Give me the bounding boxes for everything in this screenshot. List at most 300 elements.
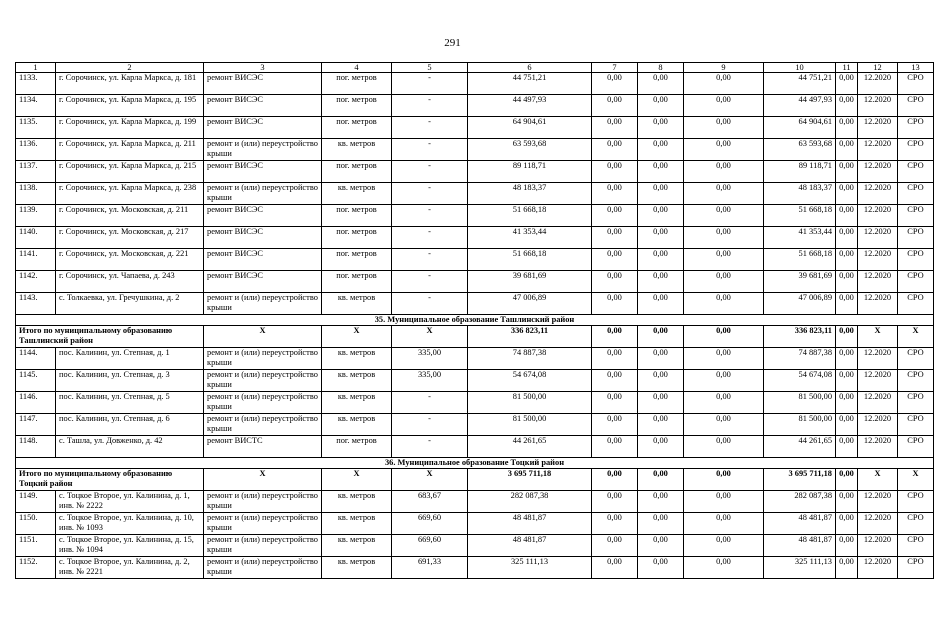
deadline: 12.2020 — [858, 392, 898, 414]
cost-c11: 0,00 — [836, 557, 858, 579]
cost-c8: 0,00 — [638, 414, 684, 436]
cost-total: 51 668,18 — [468, 205, 592, 227]
total-c7: 0,00 — [592, 326, 638, 348]
method: СРО — [898, 392, 934, 414]
column-header: 2 — [56, 63, 204, 73]
cost-c10: 282 087,38 — [764, 491, 836, 513]
deadline: 12.2020 — [858, 95, 898, 117]
work-type: ремонт и (или) переустройство крыши — [204, 183, 322, 205]
deadline: 12.2020 — [858, 227, 898, 249]
table-row — [16, 414, 934, 436]
total-c8: 0,00 — [638, 326, 684, 348]
section-header — [16, 315, 934, 326]
deadline: 12.2020 — [858, 348, 898, 370]
unit: кв. метров — [322, 370, 392, 392]
column-header: 3 — [204, 63, 322, 73]
cost-c9: 0,00 — [684, 293, 764, 315]
work-type: ремонт и (или) переустройство крыши — [204, 370, 322, 392]
unit: пог. метров — [322, 161, 392, 183]
quantity: 669,60 — [392, 513, 468, 535]
work-type: ремонт ВИСЭС — [204, 205, 322, 227]
total-c4: X — [322, 326, 392, 348]
cost-c7: 0,00 — [592, 513, 638, 535]
cost-c8: 0,00 — [638, 557, 684, 579]
address: пос. Калинин, ул. Степная, д. 5 — [56, 392, 204, 414]
address: г. Сорочинск, ул. Карла Маркса, д. 215 — [56, 161, 204, 183]
address: с. Ташла, ул. Довженко, д. 42 — [56, 436, 204, 458]
row-number: 1140. — [16, 227, 56, 249]
total-c12: X — [858, 326, 898, 348]
address: с. Тоцкое Второе, ул. Калинина, д. 1, инв. № 2222 — [56, 491, 204, 513]
work-type: ремонт ВИСЭС — [204, 249, 322, 271]
section-header — [16, 458, 934, 469]
cost-c7: 0,00 — [592, 73, 638, 95]
cost-c9: 0,00 — [684, 491, 764, 513]
work-type: ремонт и (или) переустройство крыши — [204, 557, 322, 579]
quantity: 335,00 — [392, 370, 468, 392]
cost-c11: 0,00 — [836, 249, 858, 271]
table-row — [16, 161, 934, 183]
table-row — [16, 370, 934, 392]
column-header: 8 — [638, 63, 684, 73]
cost-c8: 0,00 — [638, 392, 684, 414]
cost-c9: 0,00 — [684, 205, 764, 227]
row-number: 1137. — [16, 161, 56, 183]
page-number: 291 — [444, 37, 461, 49]
address: г. Сорочинск, ул. Московская, д. 211 — [56, 205, 204, 227]
cost-c11: 0,00 — [836, 414, 858, 436]
address: г. Сорочинск, ул. Карла Маркса, д. 211 — [56, 139, 204, 161]
cost-c11: 0,00 — [836, 183, 858, 205]
row-number: 1145. — [16, 370, 56, 392]
address: г. Сорочинск, ул. Карла Маркса, д. 181 — [56, 73, 204, 95]
cost-c11: 0,00 — [836, 139, 858, 161]
cost-c11: 0,00 — [836, 227, 858, 249]
cost-total: 39 681,69 — [468, 271, 592, 293]
cost-c10: 44 751,21 — [764, 73, 836, 95]
column-header: 12 — [858, 63, 898, 73]
address: г. Сорочинск, ул. Карла Маркса, д. 238 — [56, 183, 204, 205]
cost-c10: 51 668,18 — [764, 249, 836, 271]
unit: пог. метров — [322, 117, 392, 139]
method: СРО — [898, 491, 934, 513]
work-type: ремонт ВИСЭС — [204, 117, 322, 139]
cost-total: 54 674,08 — [468, 370, 592, 392]
cost-c9: 0,00 — [684, 370, 764, 392]
table-row — [16, 73, 934, 95]
table-row — [16, 95, 934, 117]
total-c11: 0,00 — [836, 326, 858, 348]
column-number-header — [16, 63, 934, 73]
row-number: 1138. — [16, 183, 56, 205]
row-number: 1146. — [16, 392, 56, 414]
cost-c10: 48 481,87 — [764, 513, 836, 535]
row-number: 1147. — [16, 414, 56, 436]
quantity: - — [392, 139, 468, 161]
method: СРО — [898, 161, 934, 183]
total-c5: X — [392, 469, 468, 491]
cost-c9: 0,00 — [684, 535, 764, 557]
work-type: ремонт ВИСЭС — [204, 227, 322, 249]
row-number: 1136. — [16, 139, 56, 161]
cost-c9: 0,00 — [684, 73, 764, 95]
work-type: ремонт ВИСТС — [204, 436, 322, 458]
deadline: 12.2020 — [858, 557, 898, 579]
cost-c10: 44 497,93 — [764, 95, 836, 117]
cost-c8: 0,00 — [638, 227, 684, 249]
cost-c11: 0,00 — [836, 348, 858, 370]
unit: кв. метров — [322, 183, 392, 205]
quantity: - — [392, 183, 468, 205]
row-number: 1150. — [16, 513, 56, 535]
total-label: Итого по муниципальному образованию Ташлинский район — [16, 326, 204, 348]
cost-c9: 0,00 — [684, 348, 764, 370]
quantity: - — [392, 293, 468, 315]
deadline: 12.2020 — [858, 271, 898, 293]
work-type: ремонт и (или) переустройство крыши — [204, 139, 322, 161]
total-c6: 336 823,11 — [468, 326, 592, 348]
address: г. Сорочинск, ул. Карла Маркса, д. 199 — [56, 117, 204, 139]
capital-repair-table — [15, 62, 934, 579]
table-row — [16, 227, 934, 249]
unit: пог. метров — [322, 95, 392, 117]
cost-c8: 0,00 — [638, 139, 684, 161]
deadline: 12.2020 — [858, 491, 898, 513]
cost-c8: 0,00 — [638, 95, 684, 117]
quantity: - — [392, 227, 468, 249]
total-c4: X — [322, 469, 392, 491]
method: СРО — [898, 557, 934, 579]
cost-c10: 48 481,87 — [764, 535, 836, 557]
deadline: 12.2020 — [858, 139, 898, 161]
work-type: ремонт ВИСЭС — [204, 271, 322, 293]
cost-c10: 64 904,61 — [764, 117, 836, 139]
cost-c7: 0,00 — [592, 117, 638, 139]
cost-c10: 325 111,13 — [764, 557, 836, 579]
cost-c7: 0,00 — [592, 95, 638, 117]
cost-c7: 0,00 — [592, 205, 638, 227]
cost-total: 282 087,38 — [468, 491, 592, 513]
column-header: 6 — [468, 63, 592, 73]
work-type: ремонт и (или) переустройство крыши — [204, 348, 322, 370]
cost-total: 47 006,89 — [468, 293, 592, 315]
table-row — [16, 513, 934, 535]
unit: пог. метров — [322, 436, 392, 458]
deadline: 12.2020 — [858, 436, 898, 458]
total-c10: 3 695 711,18 — [764, 469, 836, 491]
cost-c10: 39 681,69 — [764, 271, 836, 293]
total-label: Итого по муниципальному образованию Тоцкий район — [16, 469, 204, 491]
column-header: 4 — [322, 63, 392, 73]
work-type: ремонт и (или) переустройство крыши — [204, 293, 322, 315]
total-row — [16, 326, 934, 348]
quantity: - — [392, 436, 468, 458]
cost-c10: 47 006,89 — [764, 293, 836, 315]
cost-c8: 0,00 — [638, 293, 684, 315]
row-number: 1149. — [16, 491, 56, 513]
row-number: 1133. — [16, 73, 56, 95]
cost-total: 64 904,61 — [468, 117, 592, 139]
unit: пог. метров — [322, 271, 392, 293]
work-type: ремонт и (или) переустройство крыши — [204, 513, 322, 535]
deadline: 12.2020 — [858, 161, 898, 183]
cost-c7: 0,00 — [592, 139, 638, 161]
method: СРО — [898, 513, 934, 535]
table-row — [16, 271, 934, 293]
cost-total: 48 183,37 — [468, 183, 592, 205]
quantity: - — [392, 73, 468, 95]
total-c5: X — [392, 326, 468, 348]
cost-c10: 74 887,38 — [764, 348, 836, 370]
address: пос. Калинин, ул. Степная, д. 3 — [56, 370, 204, 392]
cost-c7: 0,00 — [592, 370, 638, 392]
cost-c9: 0,00 — [684, 557, 764, 579]
cost-c8: 0,00 — [638, 161, 684, 183]
address: г. Сорочинск, ул. Карла Маркса, д. 195 — [56, 95, 204, 117]
cost-c8: 0,00 — [638, 513, 684, 535]
row-number: 1142. — [16, 271, 56, 293]
cost-c11: 0,00 — [836, 95, 858, 117]
method: СРО — [898, 436, 934, 458]
cost-c7: 0,00 — [592, 392, 638, 414]
cost-c11: 0,00 — [836, 436, 858, 458]
cost-c7: 0,00 — [592, 436, 638, 458]
table-row — [16, 392, 934, 414]
deadline: 12.2020 — [858, 535, 898, 557]
table-row — [16, 183, 934, 205]
cost-c7: 0,00 — [592, 535, 638, 557]
row-number: 1135. — [16, 117, 56, 139]
unit: кв. метров — [322, 557, 392, 579]
method: СРО — [898, 370, 934, 392]
cost-c7: 0,00 — [592, 227, 638, 249]
cost-c7: 0,00 — [592, 161, 638, 183]
address: с. Тоцкое Второе, ул. Калинина, д. 2, инв. № 2221 — [56, 557, 204, 579]
cost-c9: 0,00 — [684, 227, 764, 249]
quantity: - — [392, 271, 468, 293]
cost-c9: 0,00 — [684, 183, 764, 205]
method: СРО — [898, 227, 934, 249]
table-row — [16, 249, 934, 271]
work-type: ремонт ВИСЭС — [204, 73, 322, 95]
cost-total: 325 111,13 — [468, 557, 592, 579]
cost-c10: 89 118,71 — [764, 161, 836, 183]
quantity: - — [392, 95, 468, 117]
work-type: ремонт и (или) переустройство крыши — [204, 414, 322, 436]
total-c10: 336 823,11 — [764, 326, 836, 348]
cost-c7: 0,00 — [592, 557, 638, 579]
cost-c8: 0,00 — [638, 535, 684, 557]
section-title: 36. Муниципальное образование Тоцкий район — [16, 458, 934, 469]
cost-c9: 0,00 — [684, 117, 764, 139]
method: СРО — [898, 293, 934, 315]
table-row — [16, 205, 934, 227]
table-row — [16, 535, 934, 557]
quantity: - — [392, 117, 468, 139]
deadline: 12.2020 — [858, 183, 898, 205]
cost-c11: 0,00 — [836, 117, 858, 139]
method: СРО — [898, 205, 934, 227]
cost-c8: 0,00 — [638, 370, 684, 392]
cost-total: 81 500,00 — [468, 414, 592, 436]
row-number: 1148. — [16, 436, 56, 458]
row-number: 1143. — [16, 293, 56, 315]
method: СРО — [898, 348, 934, 370]
cost-c9: 0,00 — [684, 139, 764, 161]
cost-c11: 0,00 — [836, 491, 858, 513]
total-c3: X — [204, 326, 322, 348]
table-row — [16, 293, 934, 315]
cost-total: 48 481,87 — [468, 513, 592, 535]
cost-total: 41 353,44 — [468, 227, 592, 249]
cost-c8: 0,00 — [638, 348, 684, 370]
total-c12: X — [858, 469, 898, 491]
table-row — [16, 557, 934, 579]
unit: пог. метров — [322, 73, 392, 95]
total-c9: 0,00 — [684, 326, 764, 348]
table-body — [16, 63, 934, 579]
cost-c10: 44 261,65 — [764, 436, 836, 458]
address: пос. Калинин, ул. Степная, д. 6 — [56, 414, 204, 436]
row-number: 1141. — [16, 249, 56, 271]
quantity: - — [392, 414, 468, 436]
cost-c7: 0,00 — [592, 271, 638, 293]
cost-c7: 0,00 — [592, 249, 638, 271]
cost-c11: 0,00 — [836, 161, 858, 183]
cost-c10: 81 500,00 — [764, 392, 836, 414]
total-c3: X — [204, 469, 322, 491]
cost-c9: 0,00 — [684, 513, 764, 535]
column-header: 1 — [16, 63, 56, 73]
cost-c7: 0,00 — [592, 414, 638, 436]
cost-c10: 41 353,44 — [764, 227, 836, 249]
quantity: - — [392, 205, 468, 227]
cost-c8: 0,00 — [638, 249, 684, 271]
address: с. Тоцкое Второе, ул. Калинина, д. 15, инв. № 1094 — [56, 535, 204, 557]
method: СРО — [898, 95, 934, 117]
total-row — [16, 469, 934, 491]
quantity: - — [392, 249, 468, 271]
deadline: 12.2020 — [858, 73, 898, 95]
cost-c11: 0,00 — [836, 73, 858, 95]
address: г. Сорочинск, ул. Московская, д. 217 — [56, 227, 204, 249]
method: СРО — [898, 535, 934, 557]
deadline: 12.2020 — [858, 249, 898, 271]
unit: кв. метров — [322, 139, 392, 161]
quantity: - — [392, 161, 468, 183]
cost-c10: 51 668,18 — [764, 205, 836, 227]
work-type: ремонт и (или) переустройство крыши — [204, 392, 322, 414]
table-row — [16, 348, 934, 370]
column-header: 9 — [684, 63, 764, 73]
work-type: ремонт ВИСЭС — [204, 161, 322, 183]
cost-total: 51 668,18 — [468, 249, 592, 271]
cost-c8: 0,00 — [638, 491, 684, 513]
cost-c7: 0,00 — [592, 183, 638, 205]
address: с. Толкаевка, ул. Гречушкина, д. 2 — [56, 293, 204, 315]
unit: кв. метров — [322, 293, 392, 315]
table-row — [16, 117, 934, 139]
unit: кв. метров — [322, 392, 392, 414]
cost-c7: 0,00 — [592, 348, 638, 370]
cost-c9: 0,00 — [684, 271, 764, 293]
row-number: 1152. — [16, 557, 56, 579]
deadline: 12.2020 — [858, 370, 898, 392]
cost-total: 44 751,21 — [468, 73, 592, 95]
work-type: ремонт и (или) переустройство крыши — [204, 535, 322, 557]
method: СРО — [898, 249, 934, 271]
deadline: 12.2020 — [858, 293, 898, 315]
deadline: 12.2020 — [858, 117, 898, 139]
cost-c9: 0,00 — [684, 414, 764, 436]
method: СРО — [898, 117, 934, 139]
cost-c7: 0,00 — [592, 293, 638, 315]
deadline: 12.2020 — [858, 205, 898, 227]
unit: пог. метров — [322, 249, 392, 271]
method: СРО — [898, 73, 934, 95]
cost-total: 44 261,65 — [468, 436, 592, 458]
table-row — [16, 436, 934, 458]
row-number: 1134. — [16, 95, 56, 117]
total-c13: X — [898, 469, 934, 491]
quantity: 683,67 — [392, 491, 468, 513]
section-title: 35. Муниципальное образование Ташлинский район — [16, 315, 934, 326]
cost-c9: 0,00 — [684, 161, 764, 183]
cost-c8: 0,00 — [638, 183, 684, 205]
cost-total: 48 481,87 — [468, 535, 592, 557]
address: г. Сорочинск, ул. Чапаева, д. 243 — [56, 271, 204, 293]
quantity: 669,60 — [392, 535, 468, 557]
unit: пог. метров — [322, 205, 392, 227]
address: г. Сорочинск, ул. Московская, д. 221 — [56, 249, 204, 271]
unit: кв. метров — [322, 348, 392, 370]
column-header: 10 — [764, 63, 836, 73]
method: СРО — [898, 414, 934, 436]
cost-total: 63 593,68 — [468, 139, 592, 161]
cost-c10: 54 674,08 — [764, 370, 836, 392]
cost-c10: 81 500,00 — [764, 414, 836, 436]
cost-c11: 0,00 — [836, 535, 858, 557]
cost-c7: 0,00 — [592, 491, 638, 513]
address: с. Тоцкое Второе, ул. Калинина, д. 10, инв. № 1093 — [56, 513, 204, 535]
total-c11: 0,00 — [836, 469, 858, 491]
unit: кв. метров — [322, 491, 392, 513]
method: СРО — [898, 183, 934, 205]
cost-total: 81 500,00 — [468, 392, 592, 414]
quantity: 691,33 — [392, 557, 468, 579]
total-c8: 0,00 — [638, 469, 684, 491]
cost-c11: 0,00 — [836, 205, 858, 227]
table-row — [16, 491, 934, 513]
cost-c11: 0,00 — [836, 271, 858, 293]
cost-c9: 0,00 — [684, 249, 764, 271]
cost-c9: 0,00 — [684, 436, 764, 458]
cost-c9: 0,00 — [684, 95, 764, 117]
cost-c10: 63 593,68 — [764, 139, 836, 161]
cost-c8: 0,00 — [638, 436, 684, 458]
quantity: 335,00 — [392, 348, 468, 370]
cost-c8: 0,00 — [638, 205, 684, 227]
cost-c9: 0,00 — [684, 392, 764, 414]
deadline: 12.2020 — [858, 414, 898, 436]
address: пос. Калинин, ул. Степная, д. 1 — [56, 348, 204, 370]
unit: кв. метров — [322, 513, 392, 535]
row-number: 1151. — [16, 535, 56, 557]
cost-c10: 48 183,37 — [764, 183, 836, 205]
method: СРО — [898, 139, 934, 161]
cost-total: 74 887,38 — [468, 348, 592, 370]
cost-total: 89 118,71 — [468, 161, 592, 183]
